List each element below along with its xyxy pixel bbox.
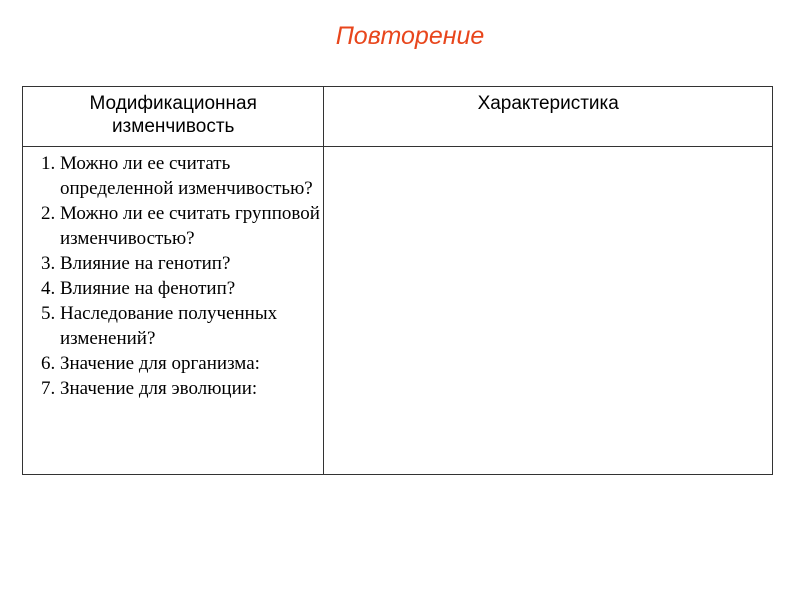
table-header-row [23,87,773,147]
header-line-1: Модификационная [89,93,257,114]
answer-cell[interactable] [324,147,773,475]
list-item: 1. Можно ли ее считать определенной изменчивостью? [60,151,323,201]
list-item: 6. Значение для организма: [60,351,323,376]
slide-title: Повторение [335,22,485,50]
list-item: 4. Влияние на фенотип? [60,276,323,301]
questions-cell [23,147,324,475]
header-characteristic-label: Характеристика [477,93,619,114]
comparison-table [22,86,773,475]
table-body-row [23,147,773,475]
header-line-2: изменчивость [111,116,235,137]
header-modification-variability [23,87,324,147]
list-item: 7. Значение для эволюции: [60,376,323,401]
list-item: 2. Можно ли ее считать групповой изменчивостью? [60,201,323,251]
list-item: 5. Наследование полученных изменений? [60,301,323,351]
list-item: 3. Влияние на генотип? [60,251,323,276]
questions-list [23,151,323,401]
header-characteristic [324,87,773,147]
